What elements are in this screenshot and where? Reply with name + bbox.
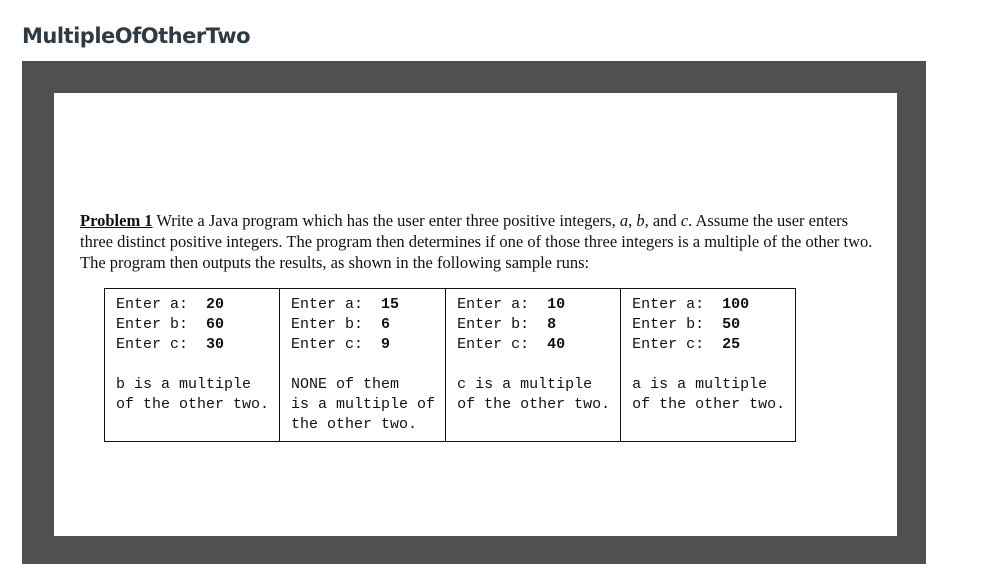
result-line: is a multiple of [291,396,436,413]
input-label: Enter a: [457,296,530,313]
result-line: NONE of them [291,376,400,393]
input-value: 100 [722,296,750,313]
input-value: 50 [722,316,741,333]
problem-heading: Problem 1 [80,210,153,230]
input-value: 8 [547,316,557,333]
input-line [116,335,269,355]
result-text [632,375,785,415]
input-line [632,335,785,355]
input-label: Enter c: [632,336,705,353]
input-line [632,295,785,315]
input-line [291,295,435,315]
sample-runs-table [104,288,796,442]
input-label: Enter c: [457,336,530,353]
problem-text-2: . Assume the user enters three distinct positive integers. The program then determines if one of those three integers is a multiple of the other two. The program then outputs the results, as shown in the following sample runs: [80,210,873,272]
sample-run-1 [105,289,280,442]
problem-sep-1: , [628,210,637,230]
input-label: Enter a: [632,296,705,313]
input-line [116,295,269,315]
input-line [457,335,610,355]
input-label: Enter b: [291,316,364,333]
input-value: 40 [547,336,566,353]
input-label: Enter b: [116,316,189,333]
sample-run-4 [621,289,796,442]
sample-run-3 [446,289,621,442]
problem-statement [80,210,880,273]
result-line: of the other two. [632,396,786,413]
problem-sep-2: , and [644,210,681,230]
var-b: b [636,210,645,230]
input-label: Enter a: [116,296,189,313]
input-line [291,335,435,355]
result-line: the other two. [291,416,418,433]
input-line [116,315,269,335]
input-value: 9 [381,336,391,353]
input-line [457,295,610,315]
input-value: 15 [381,296,400,313]
input-label: Enter a: [291,296,364,313]
input-line [457,315,610,335]
input-value: 25 [722,336,741,353]
input-value: 6 [381,316,391,333]
input-value: 60 [206,316,225,333]
input-value: 10 [547,296,566,313]
input-label: Enter b: [632,316,705,333]
var-c: c [680,210,689,230]
problem-text-1: Write a Java program which has the user enter three positive integers, [152,210,620,230]
result-line: b is a multiple [116,376,252,393]
input-line [291,315,435,335]
page-title: MultipleOfOtherTwo [22,24,251,49]
input-label: Enter b: [457,316,530,333]
sample-runs-row [105,289,796,442]
result-line: c is a multiple [457,376,593,393]
input-line [632,315,785,335]
result-line: of the other two. [116,396,270,413]
result-text [116,375,269,415]
document-page [54,93,897,536]
result-line: a is a multiple [632,376,768,393]
result-text [457,375,610,415]
sample-run-2 [280,289,446,442]
input-label: Enter c: [116,336,189,353]
input-label: Enter c: [291,336,364,353]
result-line: of the other two. [457,396,611,413]
result-text [291,375,435,435]
input-value: 20 [206,296,225,313]
var-a: a [619,210,629,230]
input-value: 30 [206,336,225,353]
